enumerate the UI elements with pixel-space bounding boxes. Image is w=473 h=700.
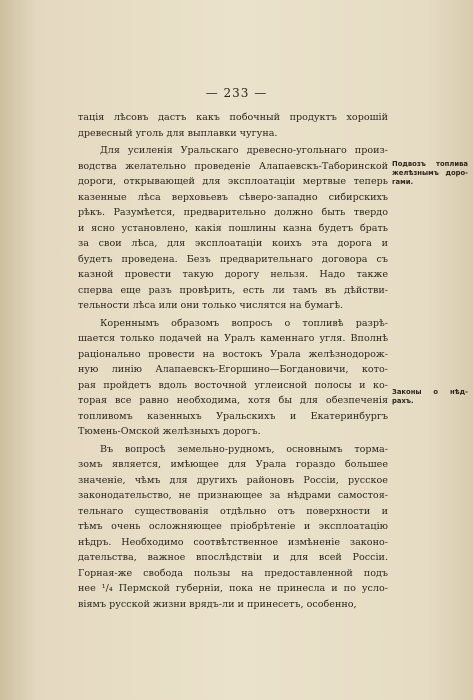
text-line: дательства, важное впослѣдствіи и для всей Россіи. [78,552,388,563]
text-line: сперва еще разъ провѣрить, есть ли тамъ въ дѣйстви- [78,284,388,296]
paragraph [78,143,388,314]
body-text [78,110,388,614]
text-line: Для усиленія Уральскаго древесно-угольнаго произ- [100,145,388,156]
margin-note-laws [392,388,468,406]
margin-note-line: гами. [392,178,414,186]
text-line: тельности лѣса или они только числятся на бумагѣ. [78,300,344,311]
text-line: за свои лѣса, для эксплоатаціи коихъ эта дорога и [78,238,388,249]
text-line: раціонально провести на востокъ Урала желѣзнодорож- [78,348,388,360]
margin-note-line: Законы о нѣд- [392,388,468,396]
paragraph [78,442,388,613]
text-line: Тюмень-Омской желѣзныхъ дорогъ. [78,426,261,437]
text-line: зомъ является, имѣющее для Урала гораздо большее [78,459,388,470]
text-line: Въ вопросѣ земельно-рудномъ, основнымъ тормa- [100,443,388,455]
text-line: тѣмъ очень осложняющее пріобрѣтеніе и эксплоатацію [78,521,388,532]
margin-note-line: рахъ. [392,397,414,405]
text-line: тація лѣсовъ дастъ какъ побочный продуктъ хорошій [78,112,388,123]
paragraph [78,110,388,141]
text-line: древесный уголь для выплавки чугуна. [78,127,278,139]
text-line: значеніе, чѣмъ для другихъ районовъ Россіи, русское [78,474,388,486]
text-line: шается только подачей на Уралъ каменнаго угля. Вполнѣ [78,333,388,344]
text-line: казной провести такую дорогу нельзя. Надо также [78,269,388,280]
text-line: Кореннымъ образомъ вопросъ о топливѣ разрѣ- [100,317,388,329]
text-line: Горная-же свобода пользы на предоставленной подъ [78,567,388,579]
text-line: рѣкъ. Разумѣется, предварительно должно быть твердо [78,207,388,218]
text-line: водства желательно проведеніе Алапаевскъ-Таборинской [78,160,388,172]
text-line: и ясно установлено, какія пошлины казна будетъ брать [78,222,388,234]
text-line: нѣдръ. Необходимо соотвѣтственное измѣненіе законо- [78,536,388,548]
text-line: тельнаго существованія отдѣльно отъ поверхности и [78,505,388,517]
page-number: — 233 — [205,86,268,100]
text-line: будетъ проведена. Безъ предварительнаго договора съ [78,253,388,265]
paragraph [78,316,388,440]
text-line: рая пройдетъ вдоль восточной углеисной полосы и ко- [78,379,388,391]
margin-note-fuel [392,160,468,187]
text-line: віямъ русской жизни врядъ-ли и принесетъ, особенно, [78,598,357,610]
text-line: торая все равно необходима, хотя бы для обезпеченія [78,395,388,406]
text-line: ную линію Алапаевскъ-Егоршино—Богдановичи, кото- [78,364,388,375]
margin-note-line: Подвозъ топлива [392,160,468,168]
text-line: казенные лѣса верховьевъ сѣверо-западно сибирскихъ [78,191,388,203]
text-line: нее ¹/₄ Пермской губерніи, пока не принесла и по усло- [78,583,388,594]
margin-note-line: желѣзнымъ доро- [392,169,468,177]
text-line: дороги, открывающей для эксплоатаціи мертвые теперь [78,176,388,187]
text-line: топливомъ казенныхъ Уральскихъ и Екатеринбургъ [78,410,388,422]
text-line: законодательство, не признающее за нѣдрами самостоя- [78,490,388,501]
